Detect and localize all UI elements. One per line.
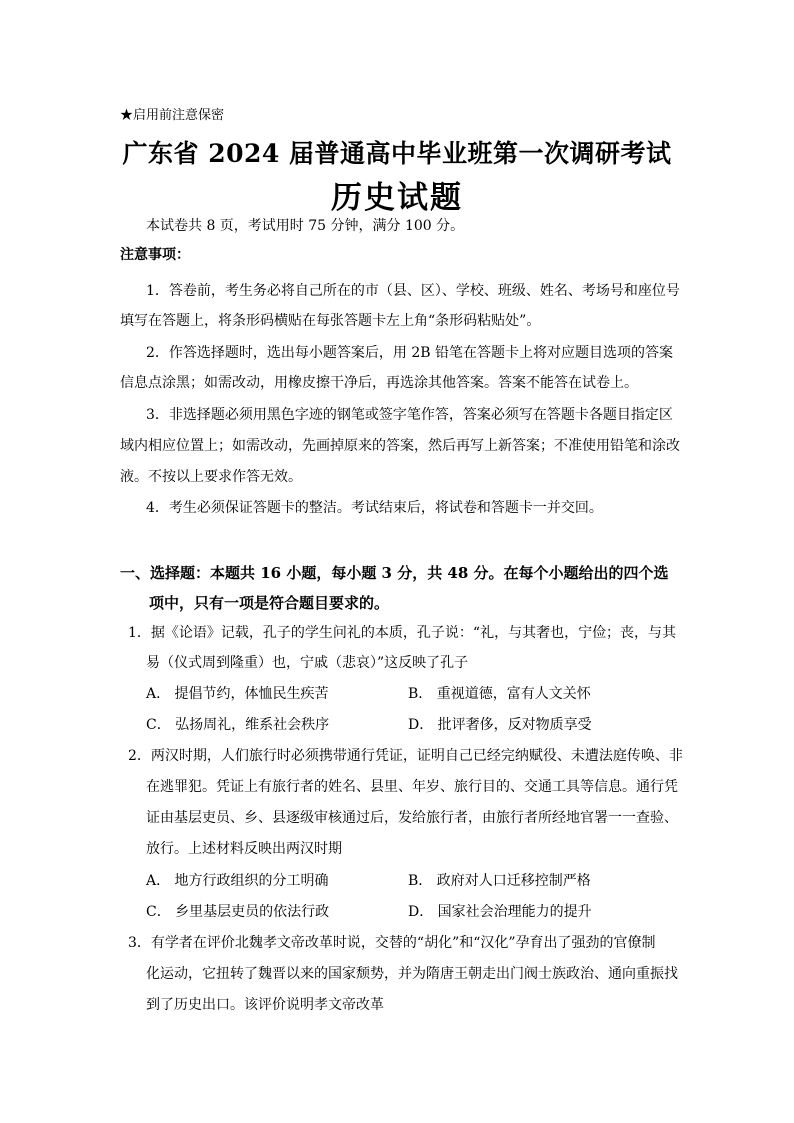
note-3-line-1: 3．非选择题必须用黑色字迹的钢笔或签字笔作答，答案必须写在答题卡各题目指定区 [146,407,673,423]
q1-option-b: B． 重视道德，富有人文关怀 [408,686,591,702]
section-1-heading-line-1: 一、选择题：本题共 16 小题，每小题 3 分，共 48 分。在每个小题给出的四个选 [120,564,669,582]
note-1-line-1: 1．答卷前，考生务必将自己所在的市（县、区）、学校、班级、姓名、考场号和座位号 [146,283,680,299]
section-1-heading-line-2: 项中，只有一项是符合题目要求的。 [149,594,390,612]
q2-stem-line-2: 在逃罪犯。凭证上有旅行者的姓名、县里、年岁、旅行目的、交通工具等信息。通行凭 [146,779,678,795]
note-3-line-2: 域内相应位置上；如需改动，先画掉原来的答案，然后再写上新答案；不准使用铅笔和涂改 [120,438,680,454]
notes-heading: 注意事项： [120,247,190,263]
q2-stem-line-3: 证由基层吏员、乡、县逐级审核通过后，发给旅行者，由旅行者所经地官署一一查验、 [146,810,678,826]
note-2-line-1: 2．作答选择题时，选出每小题答案后，用 2B 铅笔在答题卡上将对应题目选项的答案 [146,345,674,361]
q3-stem-line-1: 3．有学者在评价北魏孝文帝改革时说，交替的“胡化”和“汉化”孕育出了强劲的官僚制 [128,935,656,951]
q1-stem-line-1: 1．据《论语》记载，孔子的学生问礼的本质，孔子说：“礼，与其奢也，宁俭；丧，与其 [128,625,677,641]
q3-stem-line-3: 到了历史出口。该评价说明孝文帝改革 [146,997,384,1013]
exam-intro: 本试卷共 8 页，考试用时 75 分钟，满分 100 分。 [146,218,465,234]
note-3-line-3: 液。不按以上要求作答无效。 [120,469,302,485]
confidential-note: ★启用前注意保密 [120,108,225,123]
note-1-line-2: 填写在答题上，将条形码横贴在每张答题卡左上角“条形码粘贴处”。 [120,313,541,329]
note-2-line-2: 信息点涂黑；如需改动，用橡皮擦干净后，再选涂其他答案。答案不能答在试卷上。 [120,375,638,391]
q2-option-b: B． 政府对人口迁移控制严格 [408,873,591,889]
note-4-line-1: 4．考生必须保证答题卡的整洁。考试结束后，将试卷和答题卡一并交回。 [146,500,603,516]
q2-option-d: D． 国家社会治理能力的提升 [408,904,592,920]
q2-option-a: A． 地方行政组织的分工明确 [146,873,329,889]
exam-title: 广东省 2024 届普通高中毕业班第一次调研考试 [122,139,672,168]
q1-stem-line-2: 易（仪式周到隆重）也，宁戚（悲哀）”这反映了孔子 [146,655,469,671]
subject-title: 历史试题 [331,180,463,216]
q1-option-c: C． 弘扬周礼，维系社会秩序 [146,717,330,733]
q2-stem-line-4: 放行。上述材料反映出两汉时期 [146,841,342,857]
q1-option-a: A． 提倡节约，体恤民生疾苦 [146,686,329,702]
q2-stem-line-1: 2．两汉时期，人们旅行时必须携带通行凭证，证明自己已经完纳赋役、未遭法庭传唤、非 [128,748,683,764]
q2-option-c: C． 乡里基层吏员的依法行政 [146,904,330,920]
q3-stem-line-2: 化运动，它扭转了魏晋以来的国家颓势，并为隋唐王朝走出门阀士族政治、通向重振找 [146,966,678,982]
q1-option-d: D． 批评奢侈，反对物质享受 [408,717,592,733]
